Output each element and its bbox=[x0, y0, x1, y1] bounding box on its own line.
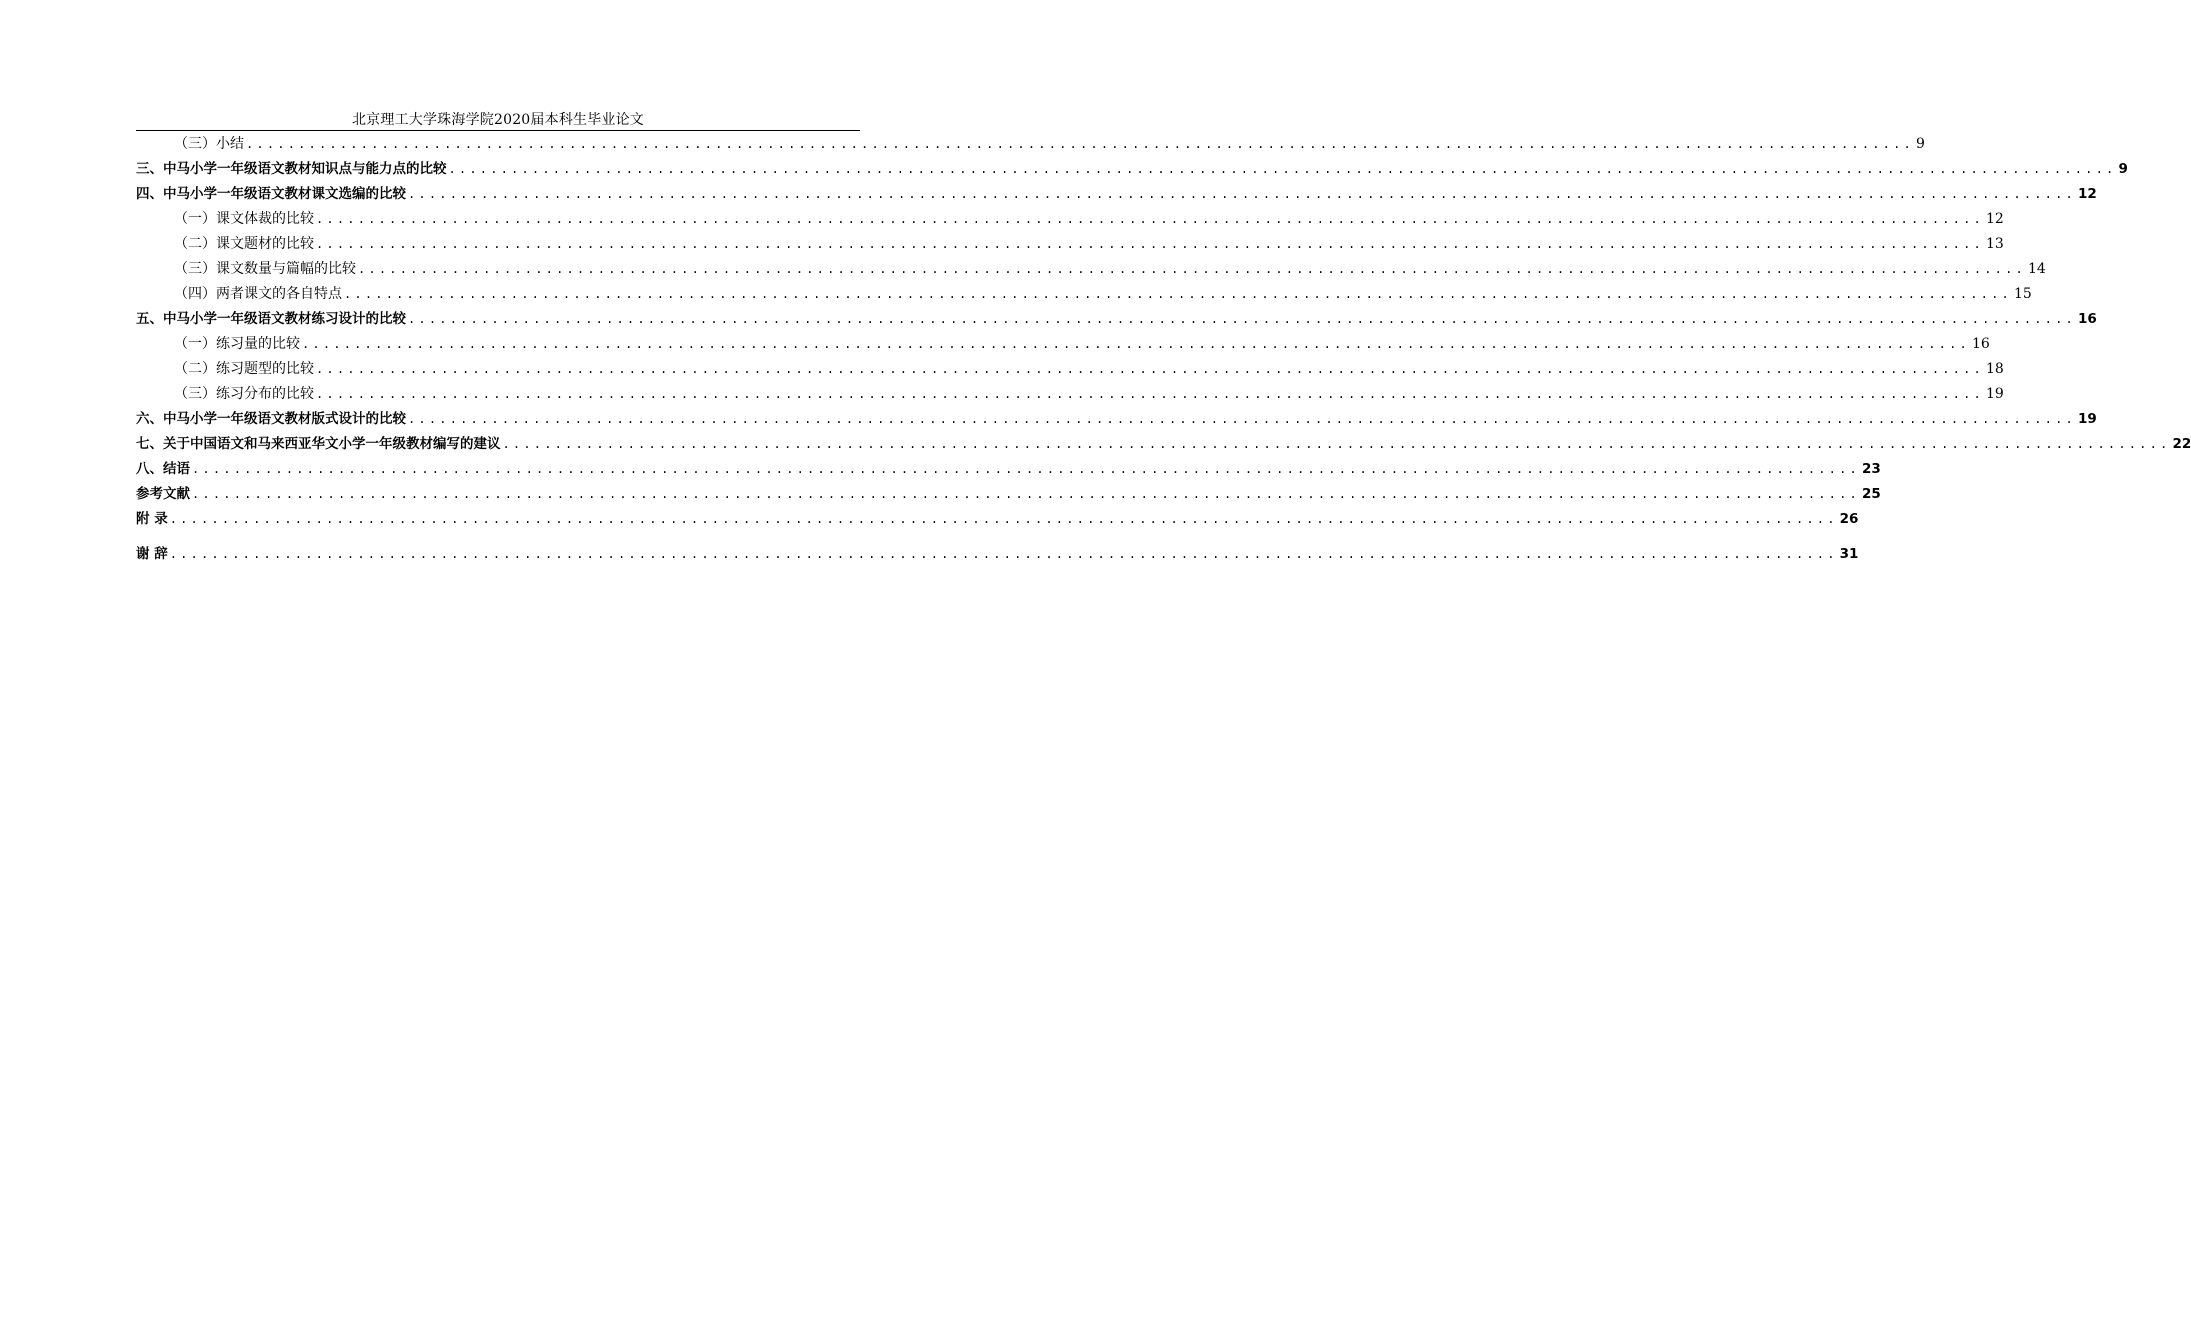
toc-leader-dots: ................................................................................................................................................................ bbox=[408, 187, 2076, 201]
toc-entry-page: 18 bbox=[1985, 361, 2004, 377]
toc-entry-title: （三）课文数量与篇幅的比较 bbox=[174, 261, 356, 277]
toc-entry[interactable] bbox=[136, 432, 2191, 457]
toc-entry[interactable] bbox=[136, 482, 1881, 507]
toc-entry-title: 七、关于中国语文和马来西亚华文小学一年级教材编写的建议 bbox=[136, 436, 501, 452]
toc-entry-page: 16 bbox=[1971, 336, 1990, 352]
toc-entry-page: 12 bbox=[1985, 211, 2004, 227]
toc-entry-title: （一）课文体裁的比较 bbox=[174, 211, 314, 227]
toc-leader-dots: ................................................................................................................................................................ bbox=[358, 262, 2026, 276]
toc-entry[interactable] bbox=[136, 257, 2046, 282]
header-divider bbox=[136, 130, 860, 131]
toc-entry-title: 八、结语 bbox=[136, 461, 190, 477]
toc-entry-page: 12 bbox=[2077, 186, 2097, 202]
toc-entry-title: 谢 辞 bbox=[136, 546, 168, 562]
toc-entry-page: 31 bbox=[1839, 546, 1859, 562]
toc-leader-dots: ................................................................................................................................................................ bbox=[316, 387, 1984, 401]
toc-leader-dots: ................................................................................................................................................................ bbox=[316, 362, 1984, 376]
toc-entry[interactable] bbox=[136, 307, 2097, 332]
toc-entry-title: 附 录 bbox=[136, 511, 168, 527]
toc-entry-title: 四、中马小学一年级语文教材课文选编的比较 bbox=[136, 186, 406, 202]
toc-leader-dots: ................................................................................................................................................................ bbox=[169, 512, 1838, 526]
toc-entry-title: 参考文献 bbox=[136, 486, 190, 502]
toc-entry-title: （三）小结 bbox=[174, 136, 244, 152]
toc-leader-dots: ................................................................................................................................................................ bbox=[316, 237, 1984, 251]
toc-entry-page: 9 bbox=[1915, 136, 1925, 152]
toc-leader-dots: ................................................................................................................................................................ bbox=[302, 337, 1970, 351]
toc-entry-page: 19 bbox=[2077, 411, 2097, 427]
toc-entry-title: （四）两者课文的各自特点 bbox=[174, 286, 342, 302]
toc-entry-page: 16 bbox=[2077, 311, 2097, 327]
toc-entry-page: 23 bbox=[1861, 461, 1881, 477]
toc-entry[interactable] bbox=[136, 282, 2032, 307]
toc-entry-title: （二）练习题型的比较 bbox=[174, 361, 314, 377]
toc-entry[interactable] bbox=[136, 357, 2004, 382]
toc-entry-page: 9 bbox=[2118, 161, 2128, 177]
toc-entry[interactable] bbox=[136, 182, 2097, 207]
toc-leader-dots: ................................................................................................................................................................ bbox=[408, 412, 2076, 426]
toc-entry-title: （一）练习量的比较 bbox=[174, 336, 300, 352]
toc-entry[interactable] bbox=[136, 232, 2004, 257]
toc-entry-page: 14 bbox=[2027, 261, 2046, 277]
toc-entry[interactable] bbox=[136, 132, 1925, 157]
toc-entry-title: 六、中马小学一年级语文教材版式设计的比较 bbox=[136, 411, 406, 427]
toc-leader-dots: ................................................................................................................................................................ bbox=[502, 437, 2171, 451]
toc-entry-page: 22 bbox=[2172, 436, 2191, 452]
toc-entry[interactable] bbox=[136, 507, 1859, 532]
toc-entry-title: （三）练习分布的比较 bbox=[174, 386, 314, 402]
toc-entry-title: （二）课文题材的比较 bbox=[174, 236, 314, 252]
toc-leader-dots: ................................................................................................................................................................ bbox=[246, 137, 1914, 151]
toc-entry[interactable] bbox=[136, 207, 2004, 232]
toc-entry-page: 15 bbox=[2013, 286, 2032, 302]
toc-leader-dots: ................................................................................................................................................................ bbox=[408, 312, 2076, 326]
toc-entry-page: 13 bbox=[1985, 236, 2004, 252]
toc-leader-dots: ................................................................................................................................................................ bbox=[316, 212, 1984, 226]
page-header: 北京理工大学珠海学院2020届本科生毕业论文 bbox=[351, 112, 645, 128]
toc-entry-title: 三、中马小学一年级语文教材知识点与能力点的比较 bbox=[136, 161, 447, 177]
toc-entry-page: 25 bbox=[1861, 486, 1881, 502]
toc-leader-dots: ................................................................................................................................................................ bbox=[192, 487, 1860, 501]
toc-entry[interactable] bbox=[136, 157, 2128, 182]
toc-entry[interactable] bbox=[136, 457, 1881, 482]
toc-leader-dots: ................................................................................................................................................................ bbox=[448, 162, 2117, 176]
toc-entry[interactable] bbox=[136, 542, 1859, 567]
toc-entry-page: 26 bbox=[1839, 511, 1859, 527]
toc-entry-page: 19 bbox=[1985, 386, 2004, 402]
toc-entry[interactable] bbox=[136, 382, 2004, 407]
toc-leader-dots: ................................................................................................................................................................ bbox=[344, 287, 2012, 301]
toc-entry[interactable] bbox=[136, 332, 1990, 357]
toc-leader-dots: ................................................................................................................................................................ bbox=[192, 462, 1860, 476]
toc-entry[interactable] bbox=[136, 407, 2097, 432]
toc-leader-dots: ................................................................................................................................................................ bbox=[169, 547, 1838, 561]
table-of-contents bbox=[136, 132, 2191, 567]
toc-entry-title: 五、中马小学一年级语文教材练习设计的比较 bbox=[136, 311, 406, 327]
